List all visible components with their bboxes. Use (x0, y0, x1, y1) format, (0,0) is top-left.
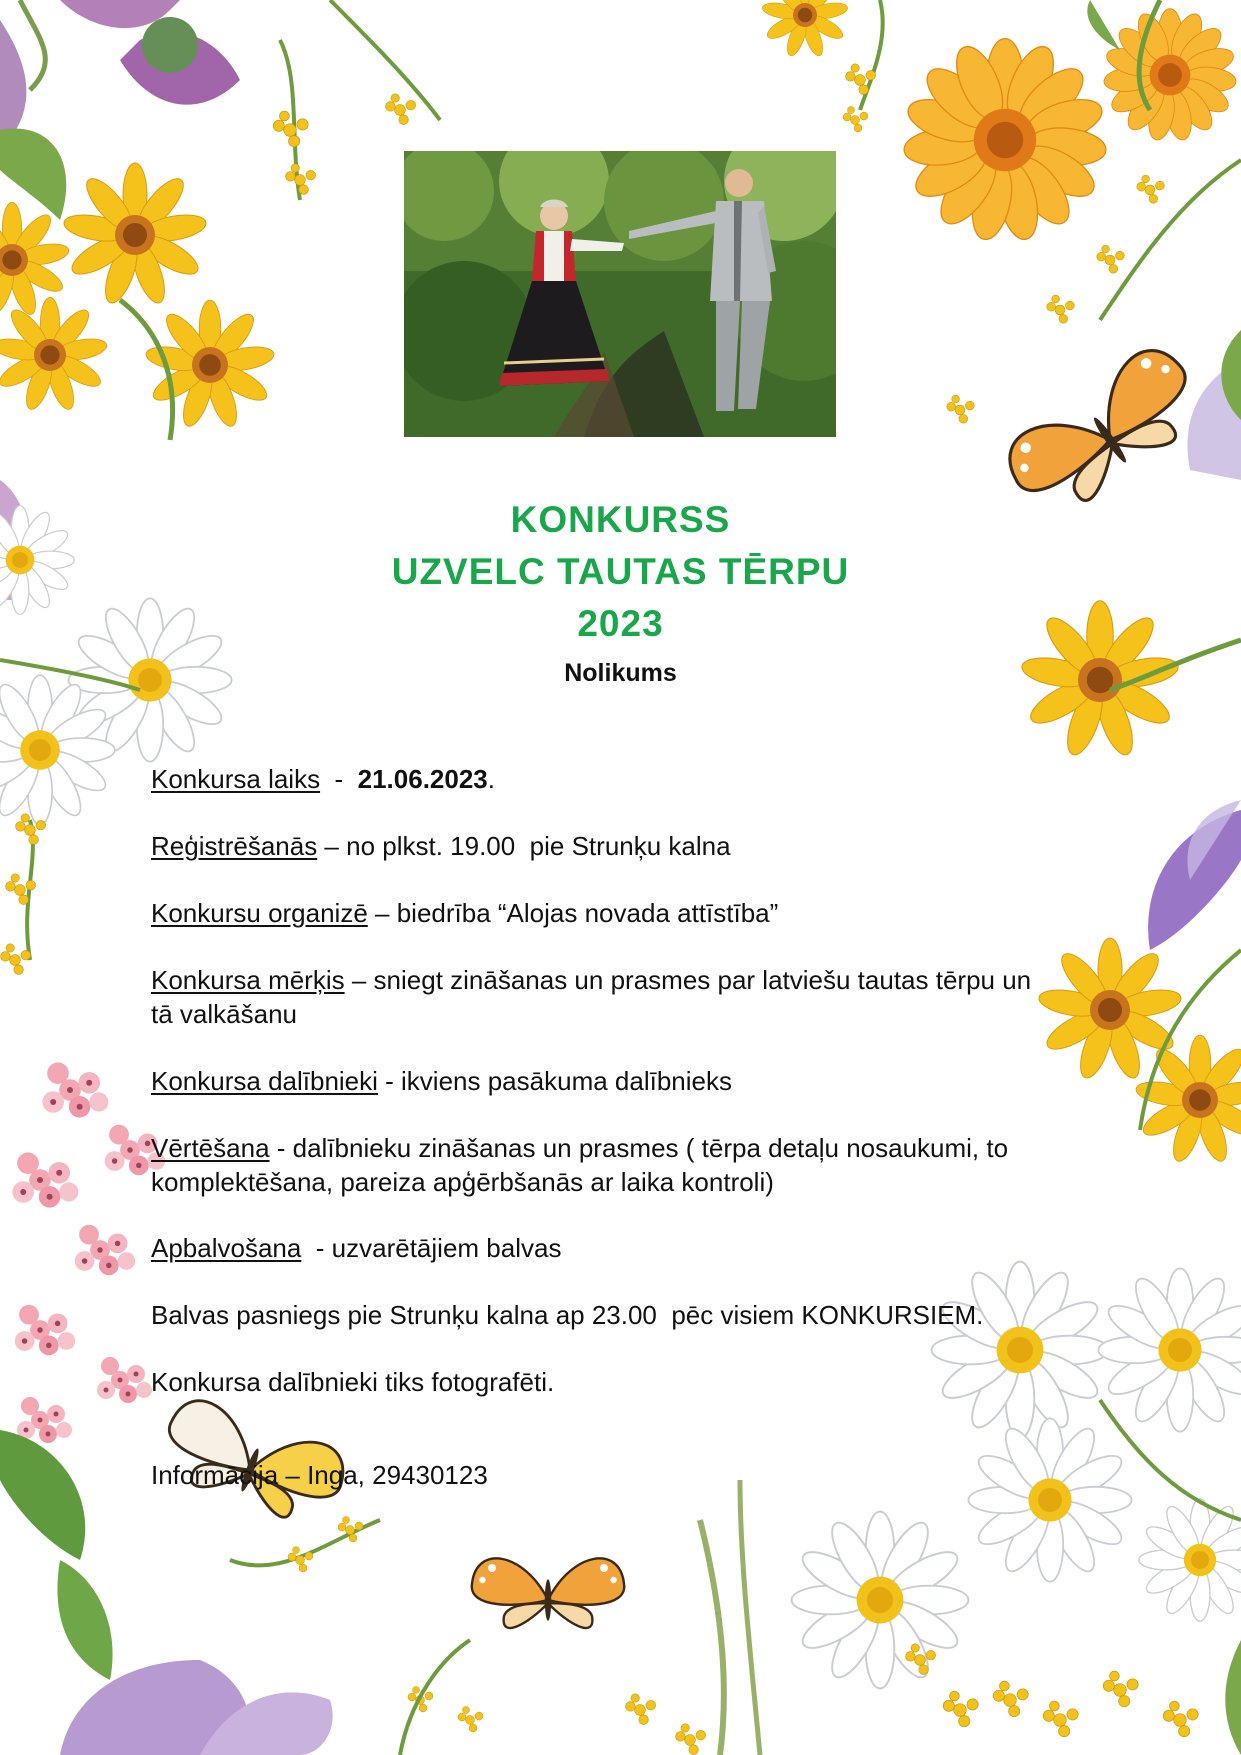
title-line-konkurss: KONKURSS (510, 499, 731, 540)
folk-dancers-photo (404, 151, 836, 437)
item-goal-text: – sniegt zināšanas un prasmes par latviešu tautas tērpu un tā valkāšanu (151, 965, 1032, 1029)
title-year: 2023 (577, 603, 664, 644)
item-awards (151, 1231, 1101, 1265)
item-registration (151, 829, 1101, 863)
item-time-value: 21.06.2023 (357, 764, 488, 794)
item-registration-label: Reģistrēšanās (151, 831, 318, 861)
item-participants-text: - ikviens pasākuma dalībnieks (377, 1066, 732, 1096)
item-awards-text: - uzvarētājiem balvas (301, 1233, 562, 1263)
item-evaluation-text: - dalībnieku zināšanas un prasmes ( tērpa detaļu nosaukumi, to komplektēšana, pareiza apģērbšanās ar laika kontroli) (151, 1133, 1009, 1197)
item-participants (151, 1064, 1101, 1098)
item-organizer-label: Konkursu organizē (151, 898, 368, 928)
item-time-end: . (487, 764, 496, 794)
item-organizer (151, 896, 1101, 930)
title-line-uzvelc: UZVELC TAUTAS TĒRPU (391, 551, 850, 592)
item-evaluation (151, 1131, 1101, 1199)
item-awards-label: Apbalvošana (151, 1233, 302, 1263)
photo-illustration (404, 151, 836, 437)
item-photos-note: Konkursa dalībnieki tiks fotografēti. (151, 1367, 555, 1397)
item-evaluation-label: Vērtēšana (151, 1133, 270, 1163)
thistle-flower (60, 0, 240, 105)
subtitle-nolikums: Nolikums (564, 659, 677, 687)
item-info: Informācija – Inga, 29430123 (151, 1460, 488, 1490)
item-time-sep: - (320, 764, 358, 794)
item-organizer-text: – biedrība “Alojas novada attīstība” (367, 898, 779, 928)
item-goal (151, 963, 1051, 1031)
item-registration-text: – no plkst. 19.00 pie Strunķu kalna (317, 831, 731, 861)
item-awards-place: Balvas pasniegs pie Strunķu kalna ap 23.00 pēc visiem KONKURSIEM. (151, 1300, 984, 1330)
item-time (151, 762, 1101, 796)
item-participants-label: Konkursa dalībnieki (151, 1066, 378, 1096)
item-goal-label: Konkursa mērķis (151, 965, 345, 995)
item-time-label: Konkursa laiks (151, 764, 321, 794)
